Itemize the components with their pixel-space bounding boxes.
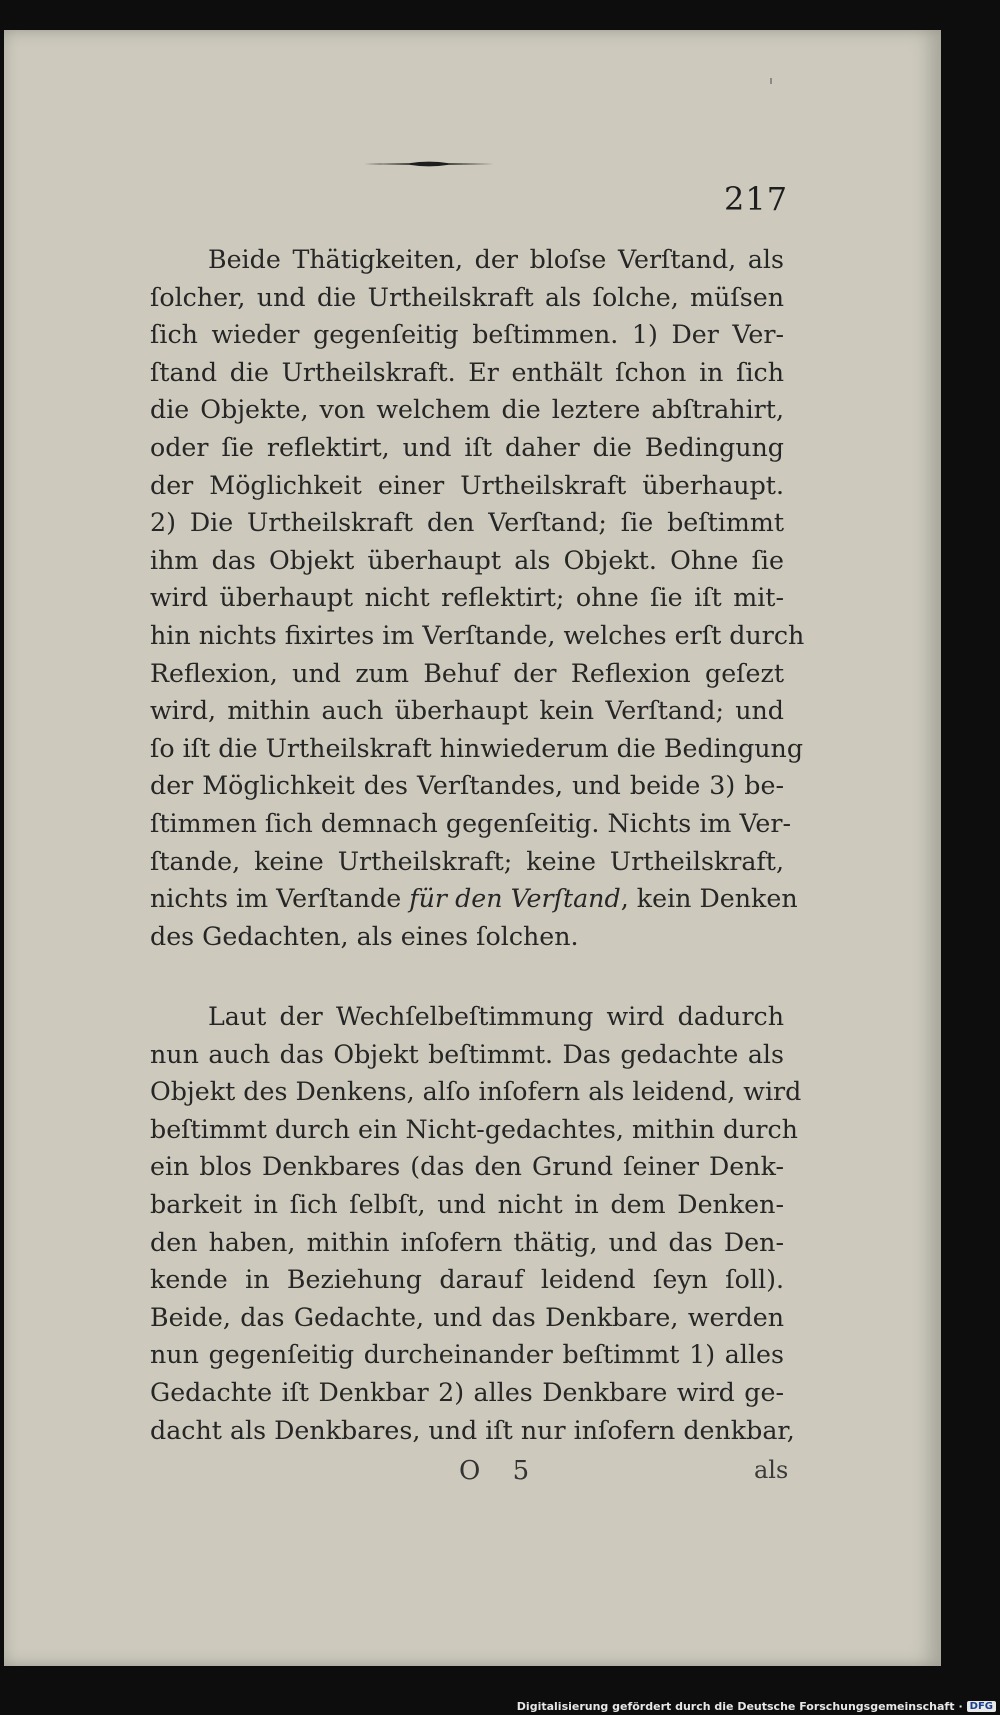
header-ornament-rule xyxy=(364,160,494,168)
credit-text: Digitalisierung gefördert durch die Deutsche Forschungsgemeinschaft xyxy=(516,1699,955,1713)
text-run: , kein Denken xyxy=(620,884,798,914)
italic-emphasis: für den Verſtand xyxy=(409,884,621,914)
text-line: ſolcher, und die Urtheilskraft als ſolche, müſsen xyxy=(150,282,784,312)
text-line-with-italic xyxy=(150,880,798,918)
text-line: ſich wieder gegenſeitig beſtimmen. 1) Der Ver- xyxy=(150,320,784,350)
text-line: ſtand die Urtheilskraft. Er enthält ſchon in ſich xyxy=(150,357,784,387)
paragraph-1 xyxy=(150,241,805,955)
text-line: Laut der Wechſelbeſtimmung wird dadurch xyxy=(208,1002,784,1031)
text-run: nichts im Verſtande xyxy=(150,884,410,914)
text-line: Objekt des Denkens, alſo inſofern als leidend, wird xyxy=(150,1077,802,1107)
text-line: der Möglichkeit des Verſtandes, und beide 3) be- xyxy=(150,771,784,801)
text-line: des Gedachten, als eines ſolchen. xyxy=(150,921,579,951)
text-line: hin nichts fixirtes im Verſtande, welches erſt durch xyxy=(150,620,805,650)
text-line: Reflexion, und zum Behuf der Reflexion geſezt xyxy=(150,658,784,688)
text-line: ſtimmen ſich demnach gegenſeitig. Nichts im Ver- xyxy=(150,808,792,838)
text-line: ein blos Denkbares (das den Grund ſeiner Denk- xyxy=(150,1152,784,1182)
text-line: ſtande, keine Urtheilskraft; keine Urtheilskraft, xyxy=(150,846,784,876)
text-line: Beide Thätigkeiten, der bloſse Verſtand, als xyxy=(208,245,784,274)
paragraph-2 xyxy=(150,998,802,1449)
text-line: ihm das Objekt überhaupt als Objekt. Ohne ſie xyxy=(150,545,784,575)
text-line: wird überhaupt nicht reflektirt; ohne ſie iſt mit- xyxy=(150,583,784,613)
text-line: Beide, das Gedachte, und das Denkbare, werden xyxy=(150,1302,784,1332)
dfg-logo-icon: DFG xyxy=(967,1701,996,1712)
paper-speck xyxy=(770,78,772,84)
text-line: der Möglichkeit einer Urtheilskraft überhaupt. xyxy=(150,470,784,500)
text-line: den haben, mithin inſofern thätig, und das Den- xyxy=(150,1227,784,1257)
text-line: Gedachte iſt Denkbar 2) alles Denkbare wird ge- xyxy=(150,1377,784,1407)
page-number: 217 xyxy=(724,180,789,218)
text-line: ſo iſt die Urtheilskraft hinwiederum die Bedingung xyxy=(150,733,804,763)
text-line: dacht als Denkbares, und iſt nur inſofern denkbar, xyxy=(150,1415,795,1445)
text-line: oder ſie reflektirt, und iſt daher die Bedingung xyxy=(150,432,784,462)
text-line: nun gegenſeitig durcheinander beſtimmt 1) alles xyxy=(150,1340,784,1370)
text-line: nun auch das Objekt beſtimmt. Das gedachte als xyxy=(150,1039,784,1069)
signature-mark: O 5 xyxy=(459,1456,542,1486)
text-line: barkeit in ſich ſelbſt, und nicht in dem Denken- xyxy=(150,1189,784,1219)
text-line: wird, mithin auch überhaupt kein Verſtand; und xyxy=(150,696,784,726)
catchword: als xyxy=(754,1456,789,1484)
text-line: die Objekte, von welchem die leztere abſtrahirt, xyxy=(150,395,784,425)
book-page xyxy=(4,30,941,1666)
text-line: kende in Beziehung darauf leidend ſeyn ſoll). xyxy=(150,1265,784,1295)
dash-separator: · xyxy=(958,1699,963,1713)
digitization-credit xyxy=(517,1699,996,1713)
text-line: beſtimmt durch ein Nicht-gedachtes, mithin durch xyxy=(150,1114,798,1144)
text-line: 2) Die Urtheilskraft den Verſtand; ſie beſtimmt xyxy=(150,508,784,538)
